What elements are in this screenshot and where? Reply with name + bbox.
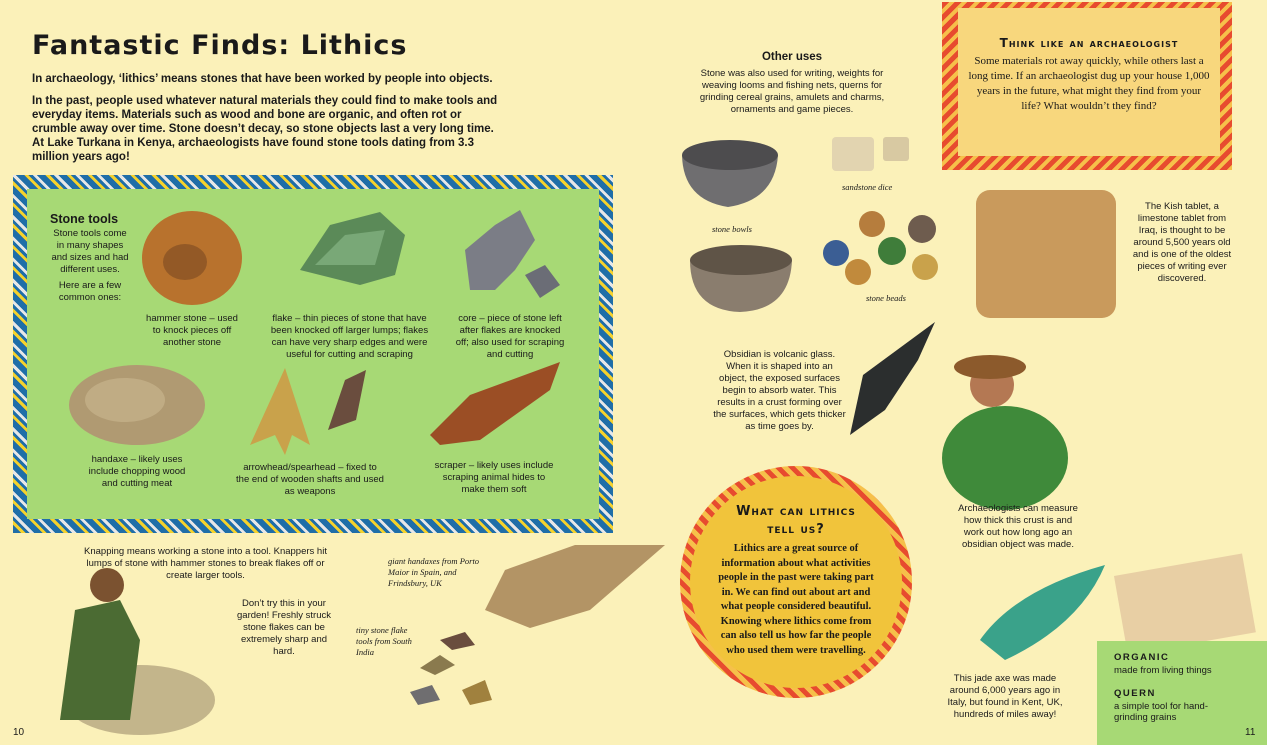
core-illustration xyxy=(465,210,535,290)
paper-illustration xyxy=(1114,553,1256,654)
stone-tools-desc-2: Here are a few common ones: xyxy=(58,280,122,303)
glossary-term-quern: QUERN xyxy=(1114,688,1156,699)
caption-hammer-stone: hammer stone – used to knock pieces off another stone xyxy=(146,313,238,348)
caption-tiny-flakes: tiny stone flake tools from South India xyxy=(356,625,412,657)
other-uses-heading: Other uses xyxy=(761,51,823,63)
arrowhead-illustration xyxy=(250,368,310,455)
glossary-box xyxy=(1097,641,1267,745)
obsidian-text: Obsidian is volcanic glass. When it is shaped into an object, the exposed surfaces begin to absorb water. This results in a crust forming over the surfaces, which gets thicker as time goes by. xyxy=(713,349,846,432)
caption-stone-bowls: stone bowls xyxy=(712,224,752,234)
measure-text: Archaeologists can measure how thick this crust is and work out how long ago an obsidian object was made. xyxy=(958,503,1078,550)
kish-tablet-illustration xyxy=(976,190,1116,318)
page-title: Fantastic Finds: Lithics xyxy=(32,30,408,61)
archaeologist-illustration xyxy=(942,406,1068,510)
stone-tools-desc-1: Stone tools come in many shapes and sizes and had different uses. xyxy=(51,228,129,275)
think-text: Some materials rot away quickly, while others last a long time. If an archaeologist dug up your house 1,000 years in the future, what might they find from your life? What wouldn’t they find? xyxy=(968,55,1210,112)
caption-arrowhead: arrowhead/spearhead – fixed to the end of wooden shafts and used as weapons xyxy=(236,462,384,497)
glossary-def-organic: made from living things xyxy=(1114,665,1212,676)
caption-giant-handaxes: giant handaxes from Porto Maior in Spain, and Frindsbury, UK xyxy=(388,556,480,588)
knapping-text: Knapping means working a stone into a tool. Knappers hit lumps of stone with hammer stones to break flakes off or create larger tools. xyxy=(84,546,327,581)
circle-heading: What can lithics tell us? xyxy=(736,504,856,537)
scraper-illustration xyxy=(430,362,560,445)
caption-core: core – piece of stone left after flakes are knocked off; also used for scraping and cutting xyxy=(455,313,565,360)
glossary-def-quern: a simple tool for hand-grinding grains xyxy=(1114,701,1208,723)
bead-1 xyxy=(823,240,849,266)
circle-text: Lithics are a great source of information about what activities people in the past were taking part in. We can find out about art and what people considered beautiful. Knowing where lithics come from can also tell us how far the people who used them were travelling. xyxy=(718,543,874,656)
page-number-left: 10 xyxy=(13,727,25,738)
intro-paragraph-1: In archaeology, ‘lithics’ means stones that have been worked by people into objects. xyxy=(32,73,493,85)
giant-handaxe-illustration xyxy=(485,545,665,628)
caption-stone-beads: stone beads xyxy=(866,293,906,303)
warning-text: Don’t try this in your garden! Freshly struck stone flakes can be extremely sharp and hard. xyxy=(237,598,331,657)
caption-scraper: scraper – likely uses include scraping animal hides to make them soft xyxy=(434,460,554,495)
think-heading: Think like an archaeologist xyxy=(999,36,1179,50)
glossary-term-organic: ORGANIC xyxy=(1114,652,1170,663)
caption-flake: flake – thin pieces of stone that have been knocked off larger lumps; flakes can have very sharp edges and were useful for cutting and scraping xyxy=(270,313,429,360)
stone-tools-heading: Stone tools xyxy=(50,212,119,226)
jade-axe-illustration xyxy=(980,565,1105,660)
jade-text: This jade axe was made around 6,000 years ago in Italy, but found in Kent, UK, hundreds of miles away! xyxy=(947,673,1063,720)
page-number-right: 11 xyxy=(1245,727,1256,738)
obsidian-illustration xyxy=(850,322,935,435)
kish-text: The Kish tablet, a limestone tablet from Iraq, is thought to be around 5,500 years old and is one of the oldest pieces of writing ever discovered. xyxy=(1132,201,1232,284)
caption-sandstone-dice: sandstone dice xyxy=(842,182,893,192)
other-uses-text: Stone was also used for writing, weights for weaving looms and fishing nets, querns for grinding cereal grains, amulets and charms, ornaments and game pieces. xyxy=(699,68,885,115)
dice-illustration xyxy=(832,137,874,171)
tiny-flake-1 xyxy=(440,632,475,650)
caption-handaxe: handaxe – likely uses include chopping wood and cutting meat xyxy=(88,454,186,489)
intro-paragraph-2: In the past, people used whatever natural materials they could find to make tools and everyday items. Materials such as wood and bone are organic, and often rot or crumble away over time. Stone doesn’t decay, so stone objects last a very long time. At Lake Turkana in Kenya, archaeologists have found stone tools dating from 3.3 million years ago! xyxy=(32,95,498,163)
